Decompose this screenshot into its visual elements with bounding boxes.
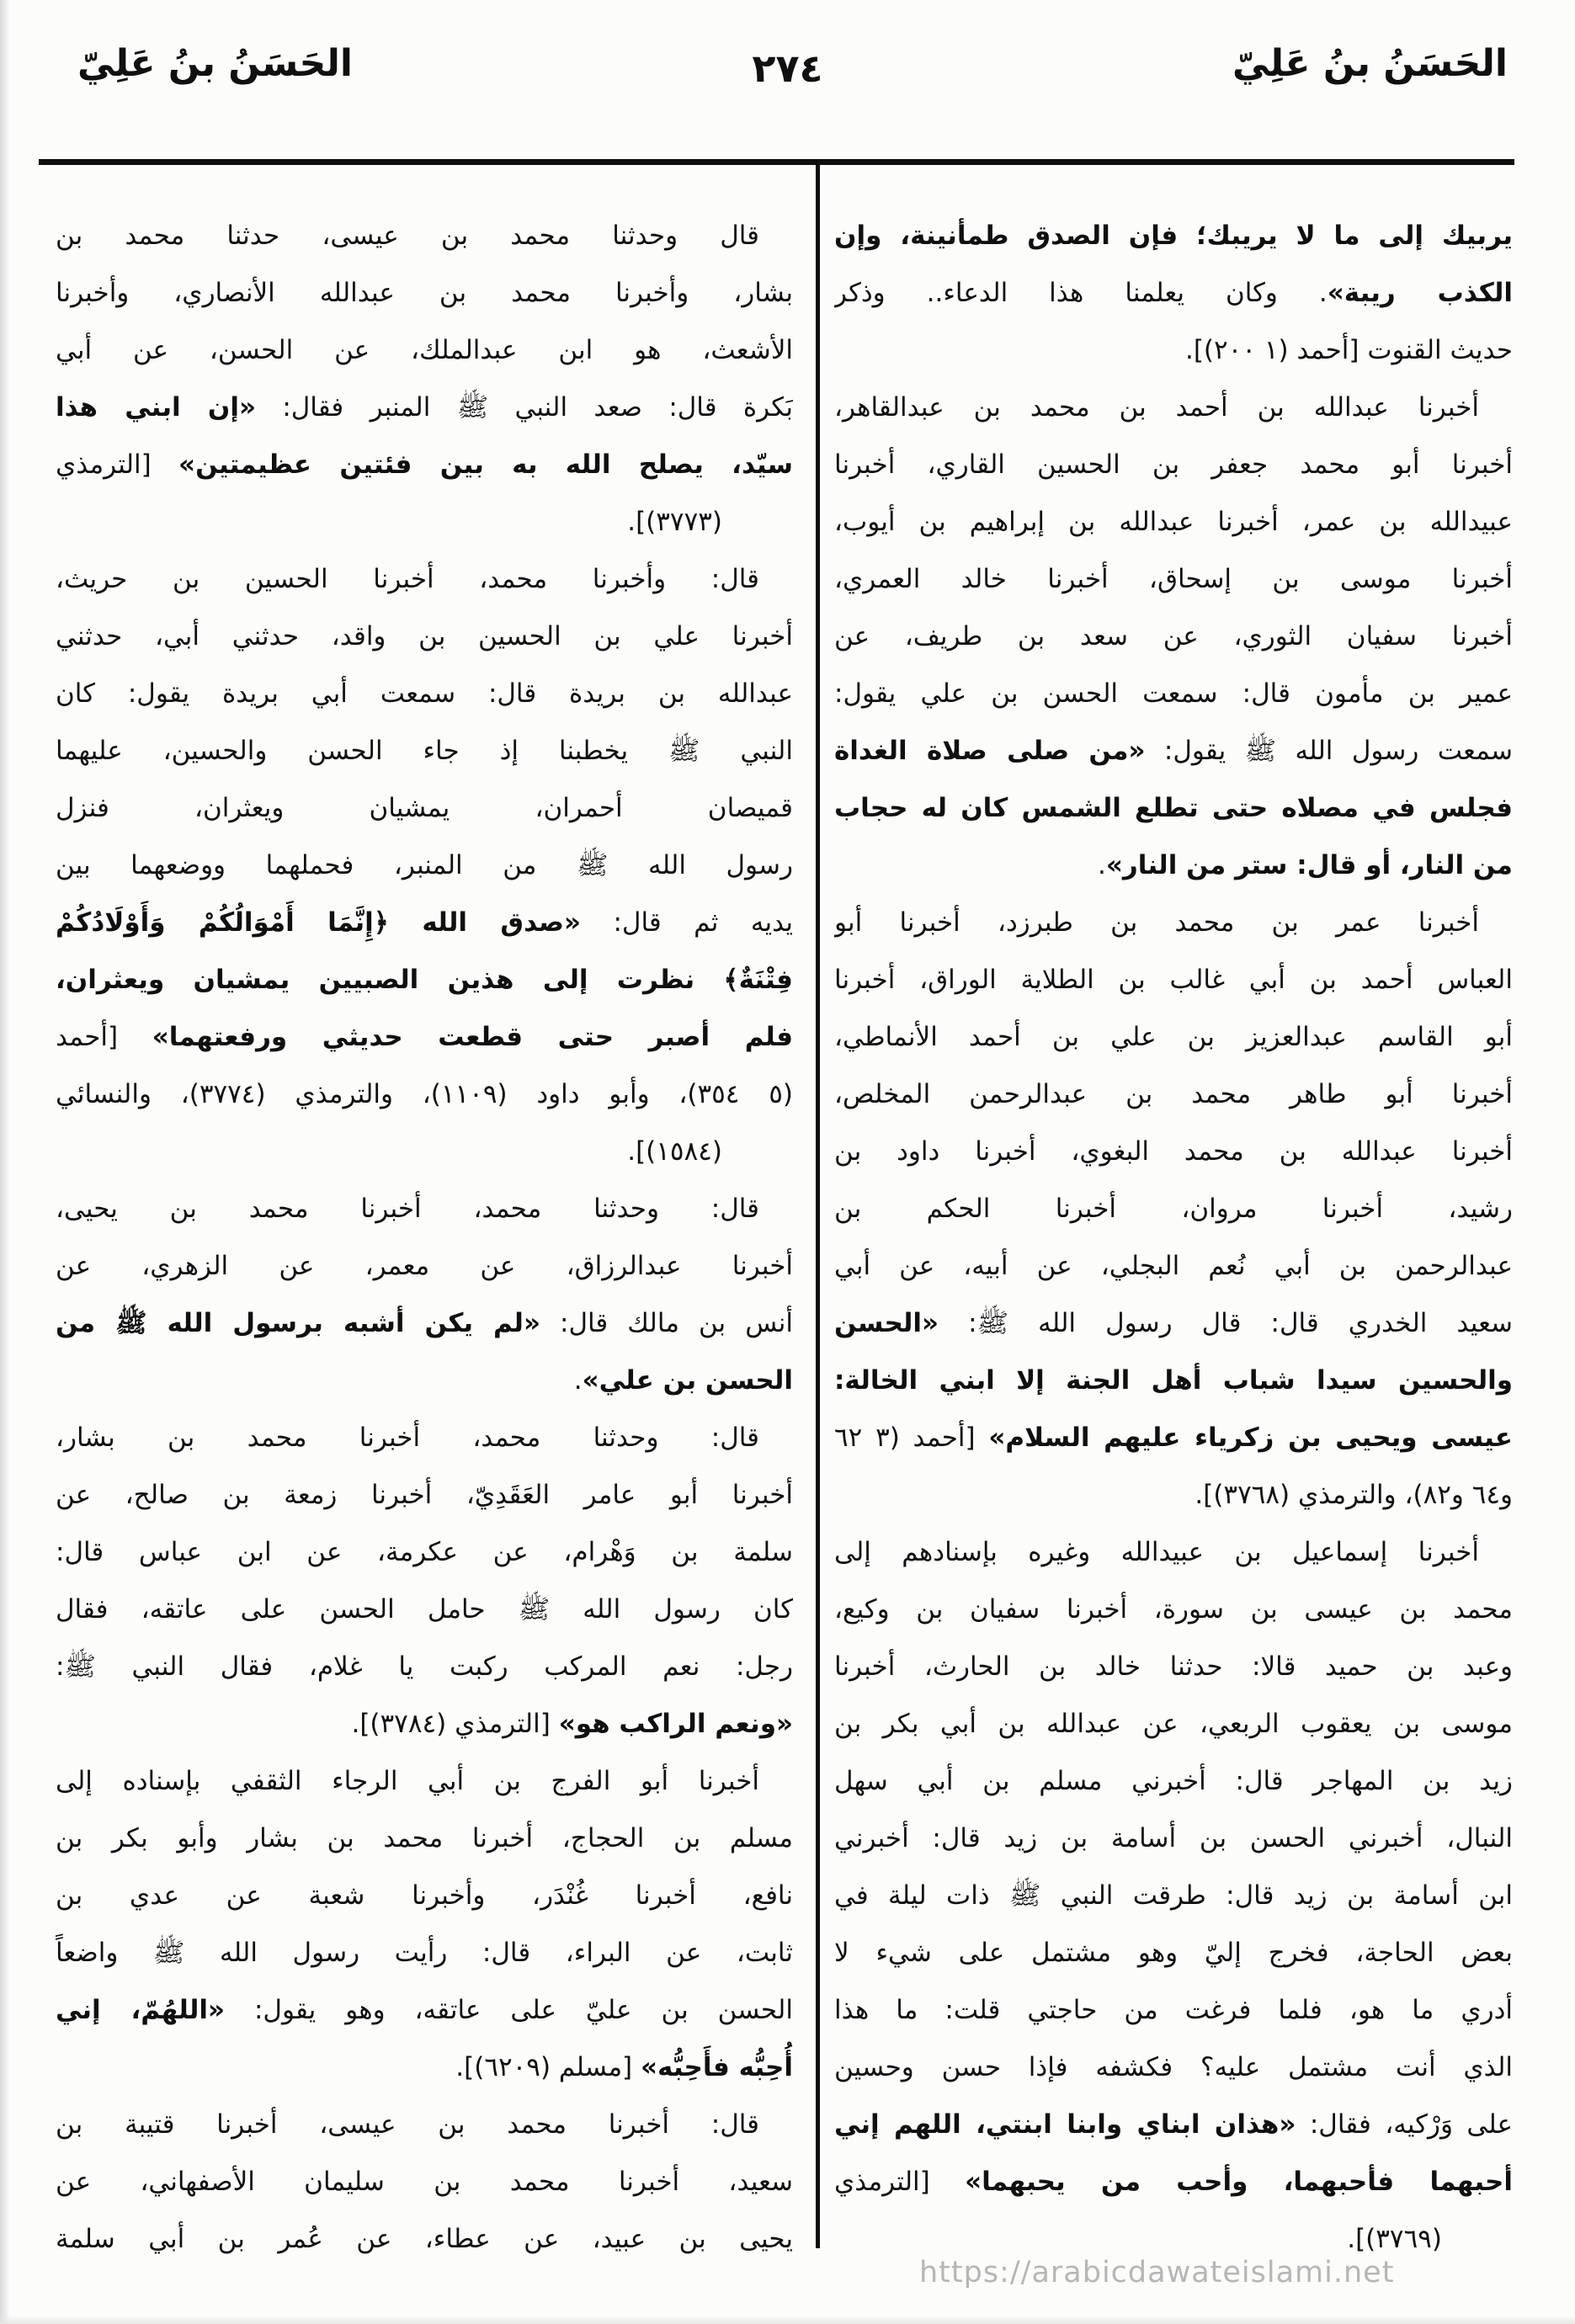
body-text: أدري ما هو، فلما فرغت من حاجتي قلت: ما هذا: [834, 1995, 1513, 2025]
body-text: أخبرنا أبو محمد جعفر بن الحسين القاري، أخبرنا: [834, 449, 1513, 480]
body-text: .: [573, 1365, 583, 1396]
column-right: [834, 207, 1513, 2268]
body-text: أخبرنا إسماعيل بن عبيدالله وغيره بإسنادهم إلى: [834, 1537, 1479, 1567]
text-line: [56, 837, 793, 894]
text-line: [834, 322, 1513, 379]
text-line: [834, 837, 1513, 894]
body-text: أخبرنا علي بن الحسين بن واقد، حدثني أبي، حدثني: [56, 621, 793, 651]
body-text: يحيى بن عبيد، عن عطاء، عن عُمر بن أبي سلمة: [56, 2224, 793, 2254]
text-line: [56, 1466, 793, 1524]
body-text: ابن أسامة بن زيد قال: طرقت النبي ﷺ ذات ليلة في: [834, 1880, 1513, 1911]
hadith-emphasis-text: أُحِبُّه فأَحِبُّه»: [641, 2052, 793, 2082]
body-text: أخبرنا عبدالله بن محمد البغوي، أخبرنا داود بن: [834, 1136, 1513, 1167]
text-line: [56, 1524, 793, 1581]
text-line: [834, 379, 1513, 436]
text-line: [56, 951, 793, 1008]
body-text: [الترمذي (٣٧٨٤)].: [351, 1709, 559, 1739]
text-line: [56, 2210, 793, 2268]
hadith-emphasis-text: فِتْنَةٌ﴾ نظرت إلى هذين الصبيين يمشيان ويعثران،: [56, 965, 793, 995]
body-text: أنس بن مالك قال:: [540, 1308, 793, 1338]
body-text: الحسن بن عليّ على عاتقه، وهو يقول:: [225, 1995, 793, 2025]
hadith-emphasis-text: سيّد، يصلح الله به بين فئتين عظيمتين»: [178, 449, 793, 480]
hadith-emphasis-text: «اللهُمّ، إني: [56, 1995, 226, 2025]
hadith-emphasis-text: فلم أصبر حتى قطعت حديثي ورفعتهما»: [152, 1022, 793, 1052]
text-line: [834, 1237, 1513, 1295]
text-line: [834, 1466, 1513, 1524]
text-line: [56, 1810, 793, 1867]
body-text: قال: وحدثنا محمد، أخبرنا محمد بن يحيى،: [56, 1194, 759, 1224]
body-text: [أحمد: [56, 1022, 152, 1052]
body-text: سمعت رسول الله ﷺ يقول:: [1145, 736, 1513, 766]
text-line: [56, 264, 793, 322]
text-line: [834, 608, 1513, 665]
body-text: كان رسول الله ﷺ حامل الحسن على عاتقه، فقال: [56, 1594, 793, 1625]
text-line: [56, 1409, 793, 1466]
body-text: عبيدالله بن عمر، أخبرنا عبدالله بن إبراهيم بن أيوب،: [834, 507, 1513, 537]
column-left: [56, 207, 793, 2268]
text-line: [834, 1066, 1513, 1123]
header-rule: [39, 159, 1514, 165]
text-line: [834, 1581, 1513, 1638]
text-line: [56, 550, 793, 608]
text-line: [834, 951, 1513, 1008]
hadith-emphasis-text: «هذان ابناي وابنا ابنتي، اللهم إني: [834, 2109, 1296, 2140]
text-line: [56, 207, 793, 264]
text-line: [834, 779, 1513, 837]
body-text: النبي ﷺ يخطبنا إذ جاء الحسن والحسين، عليهما: [56, 736, 793, 766]
body-text: نافع، أخبرنا غُنْدَر، وأخبرنا شعبة عن عدي بن: [56, 1880, 793, 1911]
page-edge-left: [0, 0, 10, 2324]
text-line: [56, 379, 793, 436]
body-text: مسلم بن الحجاج، أخبرنا محمد بن بشار وأبو بكر بن: [56, 1823, 793, 1853]
body-text: و٦٤ و٨٢)، والترمذي (٣٧٦٨)].: [1195, 1480, 1513, 1510]
text-line: [56, 1981, 793, 2039]
text-line: [56, 1924, 793, 1981]
text-line: [56, 1352, 793, 1409]
body-text: عبدالله بن بريدة قال: سمعت أبي بريدة يقول: كان: [56, 678, 793, 709]
body-text: عمير بن مأمون قال: سمعت الحسن بن علي يقول:: [834, 678, 1513, 709]
body-text: أخبرنا أبو عامر العَقَدِيّ، أخبرنا زمعة بن صالح، عن: [56, 1480, 793, 1510]
body-text: ثابت، عن البراء، قال: رأيت رسول الله ﷺ واضعاً: [56, 1938, 793, 1968]
body-text: أخبرنا عبدالله بن أحمد بن محمد بن عبدالقاهر،: [834, 392, 1479, 423]
hadith-emphasis-text: الكذب ريبة»: [1327, 278, 1513, 308]
body-text: العباس أحمد بن أبي غالب بن الطلاية الوراق، أخبرنا: [834, 965, 1513, 995]
text-line: [834, 1295, 1513, 1352]
text-line: [56, 1180, 793, 1237]
body-text: رسول الله ﷺ من المنبر، فحملهما ووضعهما بين: [56, 850, 793, 880]
hadith-emphasis-text: «ونعم الراكب هو»: [558, 1709, 793, 1739]
text-line: [834, 264, 1513, 322]
text-line: [56, 2096, 793, 2153]
body-text: أخبرنا أبو الفرج بن أبي الرجاء الثقفي بإسناده إلى: [56, 1766, 759, 1796]
body-text: سعيد، أخبرنا محمد بن سليمان الأصفهاني، عن: [56, 2167, 793, 2197]
body-text: قال: وأخبرنا محمد، أخبرنا الحسين بن حريث،: [56, 564, 759, 594]
text-line: [56, 1638, 793, 1695]
body-text: (١٥٨٤)].: [627, 1136, 722, 1167]
body-text: .: [1098, 850, 1106, 880]
text-line: [834, 207, 1513, 264]
text-line: [56, 1237, 793, 1295]
body-text: (٥ ٣٥٤)، وأبو داود (١١٠٩)، والترمذي (٣٧٧٤)، والنسائي: [56, 1079, 793, 1109]
text-line: [834, 1008, 1513, 1066]
body-text: أخبرنا عبدالرزاق، عن معمر، عن الزهري، عن: [56, 1251, 793, 1281]
hadith-emphasis-text: عيسى ويحيى بن زكرياء عليهم السلام»: [988, 1423, 1513, 1453]
body-text: وعبد بن حميد قالا: حدثنا خالد بن الحارث، أخبرنا: [834, 1651, 1513, 1682]
text-line: [56, 2153, 793, 2210]
page-number: ٢٧٤: [752, 45, 823, 91]
body-text: أبو القاسم عبدالعزيز بن علي بن أحمد الأنماطي،: [834, 1022, 1513, 1052]
body-text: أخبرنا موسى بن إسحاق، أخبرنا خالد العمري،: [834, 564, 1513, 594]
body-text: [أحمد (٣ ٦٢: [834, 1423, 989, 1453]
text-line: [56, 493, 793, 550]
text-line: [56, 1123, 793, 1180]
text-line: [834, 665, 1513, 722]
body-text: رجل: نعم المركب ركبت يا غلام، فقال النبي ﷺ:: [56, 1651, 793, 1682]
watermark-url: https://arabicdawateislami.net: [919, 2256, 1395, 2289]
body-text: الأشعث، هو ابن عبدالملك، عن الحسن، عن أبي: [56, 335, 793, 365]
body-text: قال: وحدثنا محمد، أخبرنا محمد بن بشار،: [56, 1423, 759, 1453]
text-line: [56, 1066, 793, 1123]
body-text: النبال، أخبرني الحسن بن أسامة بن زيد قال: أخبرني: [834, 1823, 1513, 1853]
body-text: (٣٧٧٣)].: [627, 507, 722, 537]
page-edge-bottom: [0, 2316, 1575, 2324]
text-line: [834, 2039, 1513, 2096]
hadith-emphasis-text: الحسن بن علي»: [582, 1365, 793, 1396]
body-text: قميصان أحمران، يمشيان ويعثران، فنزل: [56, 793, 793, 823]
text-line: [834, 1352, 1513, 1409]
hadith-emphasis-text: فجلس في مصلاه حتى تطلع الشمس كان له حجاب: [834, 793, 1513, 823]
hadith-emphasis-text: «لم يكن أشبه برسول الله ﷺ من: [56, 1308, 540, 1338]
text-line: [834, 1810, 1513, 1867]
body-text: قال: أخبرنا محمد بن عيسى، أخبرنا قتيبة بن: [56, 2109, 759, 2140]
text-line: [834, 436, 1513, 493]
text-line: [834, 1695, 1513, 1752]
text-line: [834, 894, 1513, 951]
text-line: [56, 2039, 793, 2096]
body-text: حديث القنوت [أحمد (١ ٢٠٠)].: [1184, 335, 1513, 365]
text-line: [56, 722, 793, 779]
text-line: [834, 1638, 1513, 1695]
body-text: عبدالرحمن بن أبي نُعم البجلي، عن أبيه، عن أبي: [834, 1251, 1513, 1281]
hadith-emphasis-text: من النار، أو قال: ستر من النار»: [1105, 850, 1513, 880]
hadith-emphasis-text: «صدق الله ﴿إِنَّمَا أَمْوَالُكُمْ وَأَوْلَادُكُمْ: [56, 907, 582, 938]
text-line: [56, 1008, 793, 1066]
hadith-emphasis-text: والحسين سيدا شباب أهل الجنة إلا ابني الخالة:: [834, 1365, 1513, 1396]
text-line: [834, 493, 1513, 550]
text-line: [56, 779, 793, 837]
running-header-right: الحَسَنُ بنُ عَلِيّ: [1232, 42, 1508, 85]
text-line: [56, 1867, 793, 1924]
text-line: [834, 722, 1513, 779]
body-text: سعيد الخدري قال: قال رسول الله ﷺ:: [939, 1308, 1513, 1338]
body-text: [الترمذي: [56, 449, 179, 480]
hadith-emphasis-text: أحبهما فأحبهما، وأحب من يحبهما»: [965, 2167, 1513, 2197]
body-text: أخبرنا عمر بن محمد بن طبرزد، أخبرنا أبو: [834, 907, 1479, 938]
body-text: سلمة بن وَهْرام، عن عكرمة، عن ابن عباس قال:: [56, 1537, 793, 1567]
text-line: [834, 2153, 1513, 2210]
body-text: يديه ثم قال:: [581, 907, 793, 938]
body-text: رشيد، أخبرنا مروان، أخبرنا الحكم بن: [834, 1194, 1513, 1224]
text-line: [834, 550, 1513, 608]
body-text: زيد بن المهاجر قال: أخبرني مسلم بن أبي سهل: [834, 1766, 1513, 1796]
text-line: [834, 1409, 1513, 1466]
body-text: (٣٧٦٩)].: [1347, 2224, 1442, 2254]
body-text: [الترمذي: [834, 2167, 966, 2197]
hadith-emphasis-text: «الحسن: [834, 1308, 939, 1338]
column-divider: [816, 161, 820, 2248]
body-text: . وكان يعلمنا هذا الدعاء.. وذكر: [834, 278, 1328, 308]
body-text: قال وحدثنا محمد بن عيسى، حدثنا محمد بن: [56, 221, 759, 251]
running-header-left: الحَسَنُ بنُ عَلِيّ: [77, 42, 353, 85]
text-line: [56, 1695, 793, 1752]
text-line: [834, 1924, 1513, 1981]
text-line: [834, 1867, 1513, 1924]
text-line: [56, 608, 793, 665]
text-line: [56, 1295, 793, 1352]
body-text: محمد بن عيسى بن سورة، أخبرنا سفيان بن وكيع،: [834, 1594, 1513, 1625]
body-text: بعض الحاجة، فخرج إليّ وهو مشتمل على شيء لا: [834, 1938, 1513, 1968]
hadith-emphasis-text: يربيك إلى ما لا يريبك؛ فإن الصدق طمأنينة، وإن: [834, 221, 1513, 251]
body-text: بَكرة قال: صعد النبي ﷺ المنبر فقال:: [255, 392, 793, 423]
text-line: [56, 1581, 793, 1638]
text-line: [834, 2096, 1513, 2153]
text-line: [56, 894, 793, 951]
hadith-emphasis-text: «من صلى صلاة الغداة: [834, 736, 1146, 766]
body-text: على وَرْكيه، فقال:: [1296, 2109, 1513, 2140]
body-text: أخبرنا أبو طاهر محمد بن عبدالرحمن المخلص،: [834, 1079, 1513, 1109]
body-text: الذي أنت مشتمل عليه؟ فكشفه فإذا حسن وحسين: [834, 2052, 1513, 2082]
body-text: موسى بن يعقوب الربعي، عن عبدالله بن أبي بكر بن: [834, 1709, 1513, 1739]
text-line: [56, 436, 793, 493]
text-line: [56, 322, 793, 379]
body-text: [مسلم (٦٢٠٩)].: [455, 2052, 641, 2082]
body-text: بشار، وأخبرنا محمد بن عبدالله الأنصاري، وأخبرنا: [56, 278, 793, 308]
text-line: [56, 665, 793, 722]
text-line: [834, 1123, 1513, 1180]
text-line: [834, 1981, 1513, 2039]
text-line: [834, 1524, 1513, 1581]
body-text: أخبرنا سفيان الثوري، عن سعد بن طريف، عن: [834, 621, 1513, 651]
text-line: [834, 1752, 1513, 1810]
hadith-emphasis-text: «إن ابني هذا: [56, 392, 256, 423]
text-line: [834, 1180, 1513, 1237]
text-line: [56, 1752, 793, 1810]
